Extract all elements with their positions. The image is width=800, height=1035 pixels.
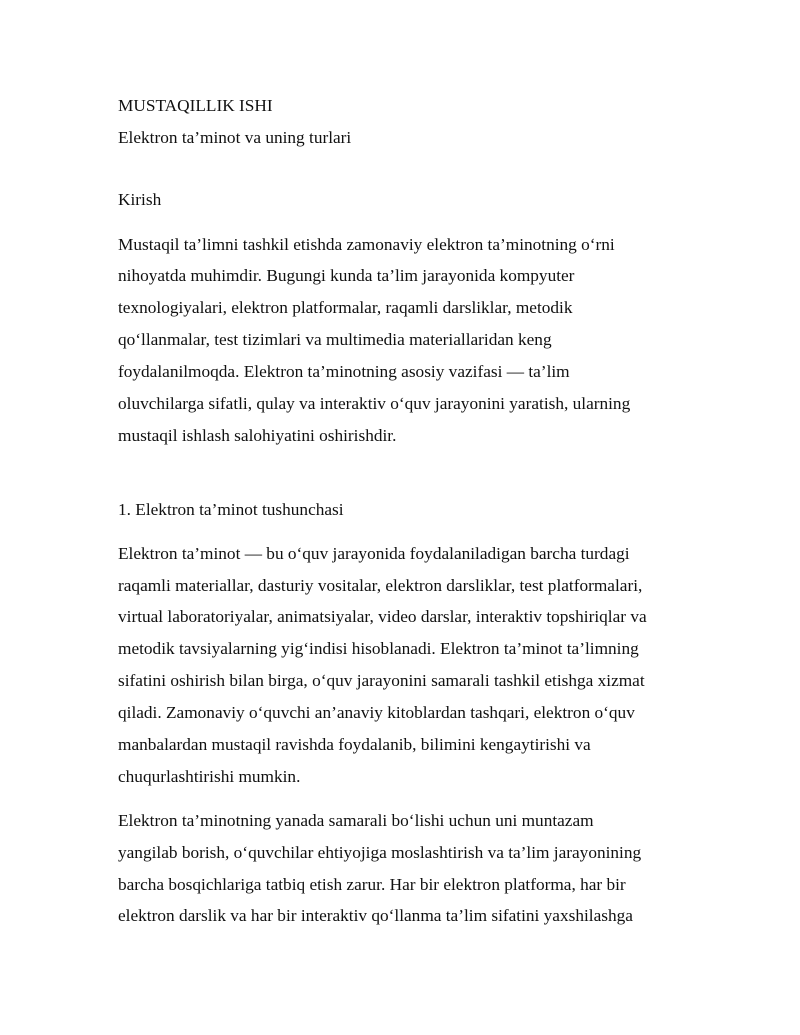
paragraph-line: raqamli materiallar, dasturiy vositalar, elektron darsliklar, test platformalari, (118, 576, 643, 595)
paragraph-line: elektron darslik va har bir interaktiv qo‘llanma ta’lim sifatini yaxshilashga (118, 906, 633, 925)
paragraph-line: metodik tavsiyalarning yig‘indisi hisoblanadi. Elektron ta’minot ta’limning (118, 639, 639, 658)
paragraph-line: qiladi. Zamonaviy o‘quvchi an’anaviy kitoblardan tashqari, elektron o‘quv (118, 703, 635, 722)
paragraph-line: oluvchilarga sifatli, qulay va interaktiv o‘quv jarayonini yaratish, ularning (118, 394, 631, 413)
paragraph-line: Elektron ta’minotning yanada samarali bo‘lishi uchun uni muntazam (118, 811, 594, 830)
paragraph-line: yangilab borish, o‘quvchilar ehtiyojiga moslashtirish va ta’lim jarayonining (118, 843, 642, 862)
paragraph-line: qo‘llanmalar, test tizimlari va multimedia materiallaridan keng (118, 330, 552, 349)
paragraph-line: texnologiyalari, elektron platformalar, raqamli darsliklar, metodik (118, 298, 573, 317)
paragraph-line: sifatini oshirish bilan birga, o‘quv jarayonini samarali tashkil etishga xizmat (118, 671, 645, 690)
paragraph-line: Mustaqil ta’limni tashkil etishda zamonaviy elektron ta’minotning o‘rni (118, 235, 615, 254)
intro-heading: Kirish (118, 190, 162, 209)
paragraph-line: barcha bosqichlariga tatbiq etish zarur. Har bir elektron platforma, har bir (118, 875, 626, 894)
paragraph-line: virtual laboratoriyalar, animatsiyalar, video darslar, interaktiv topshiriqlar va (118, 607, 647, 626)
paragraph-line: manbalardan mustaqil ravishda foydalanib, bilimini kengaytirishi va (118, 735, 591, 754)
paragraph-line: nihoyatda muhimdir. Bugungi kunda ta’lim jarayonida kompyuter (118, 266, 575, 285)
document-subtitle: Elektron ta’minot va uning turlari (118, 128, 352, 147)
paragraph-line: foydalanilmoqda. Elektron ta’minotning asosiy vazifasi — ta’lim (118, 362, 570, 381)
section1-heading: 1. Elektron ta’minot tushunchasi (118, 500, 344, 519)
paragraph-line: mustaqil ishlash salohiyatini oshirishdir. (118, 426, 397, 445)
paragraph-line: Elektron ta’minot — bu o‘quv jarayonida foydalaniladigan barcha turdagi (118, 544, 630, 563)
paragraph-line: chuqurlashtirishi mumkin. (118, 767, 301, 786)
document-title: MUSTAQILLIK ISHI (118, 96, 273, 115)
